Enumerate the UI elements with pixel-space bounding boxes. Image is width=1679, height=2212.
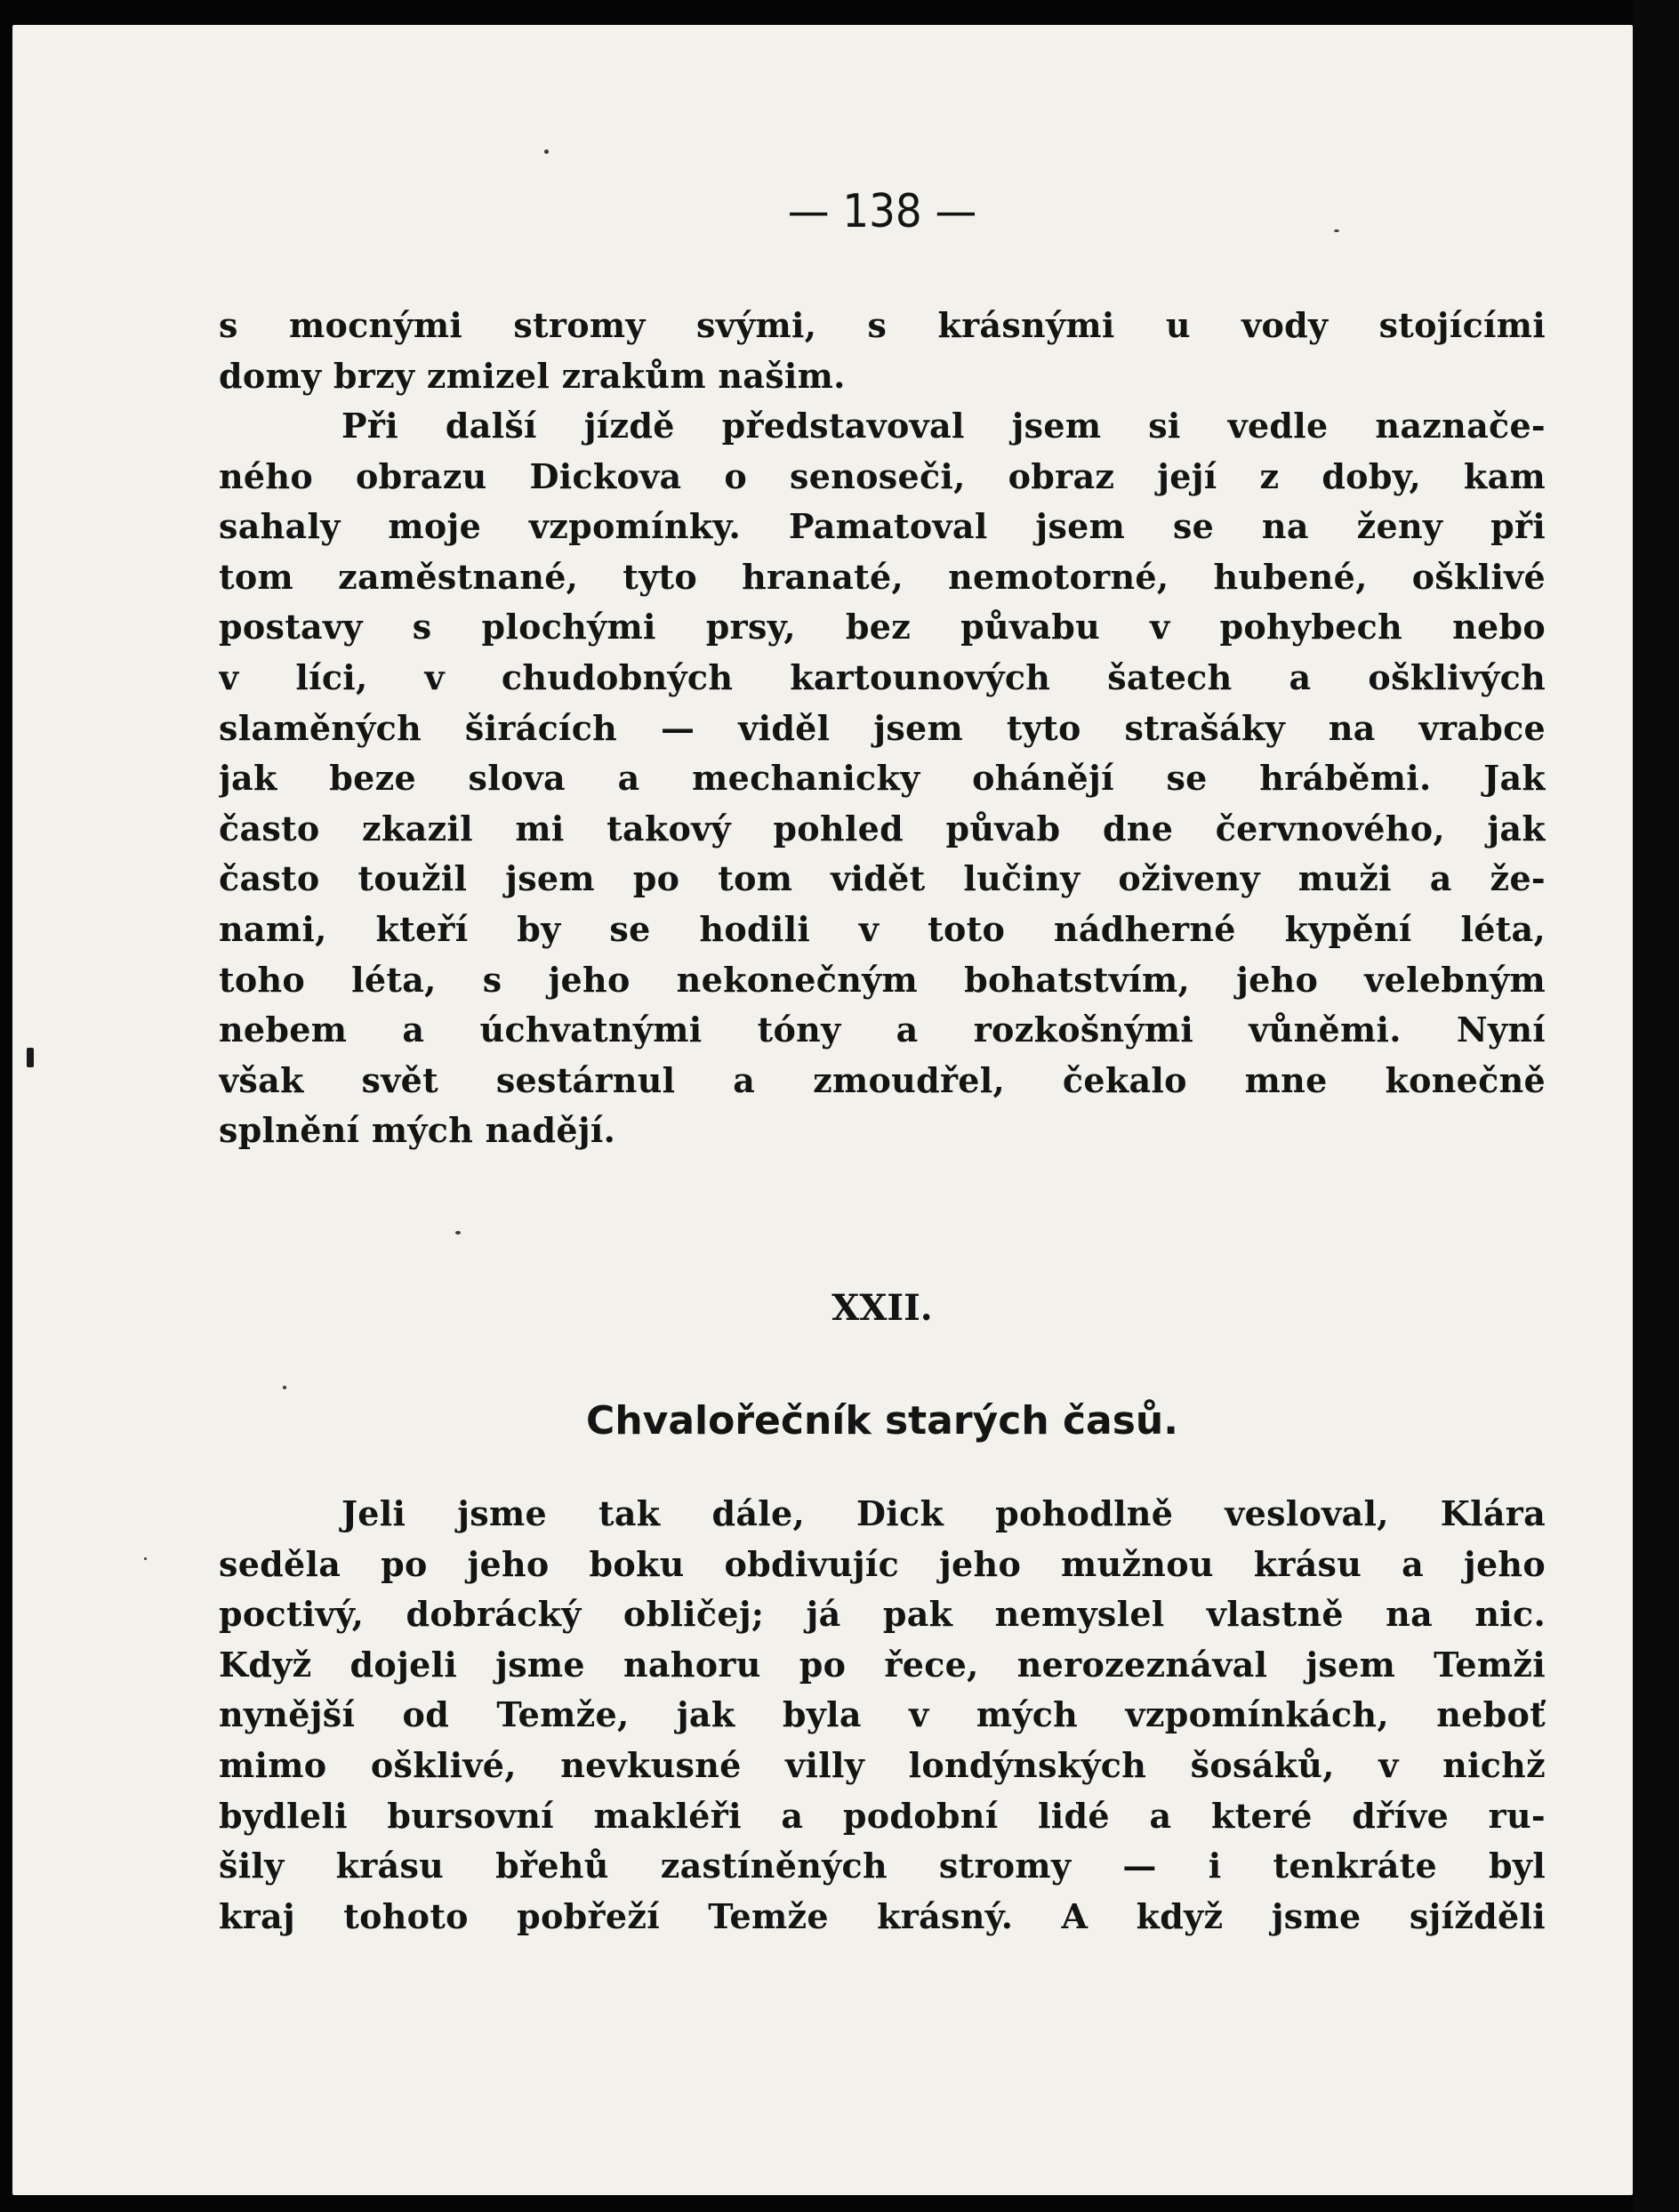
- scan-speck: [283, 1386, 286, 1389]
- paragraph-recollection: [219, 401, 1546, 1156]
- text-line: často zkazil mi takový pohled půvab dne červnového, jak: [219, 808, 1546, 849]
- text-line: často toužil jsem po tom vidět lučiny oživeny muži a že-: [219, 858, 1546, 899]
- text-line: jak beze slova a mechanicky ohánějí se hráběmi. Jak: [219, 758, 1546, 799]
- text-line: poctivý, dobrácký obličej; já pak nemyslel vlastně na nic.: [219, 1594, 1546, 1635]
- text-line: v líci, v chudobných kartounových šatech a ošklivých: [219, 656, 1546, 697]
- paragraph-chapter-opening: [219, 1489, 1546, 1942]
- scan-speck: [27, 1048, 34, 1067]
- text-line: toho léta, s jeho nekonečným bohatstvím, jeho velebným: [219, 959, 1546, 1000]
- scan-speck: [1334, 229, 1339, 232]
- text-line: bydleli bursovní makléři a podobní lidé a které dříve ru-: [219, 1795, 1546, 1836]
- text-line: Při další jízdě představoval jsem si vedle naznače-: [341, 406, 1546, 446]
- text-line: seděla po jeho boku obdivujíc jeho mužnou krásu a jeho: [219, 1543, 1546, 1584]
- text-line: domy brzy zmizel zrakům našim.: [219, 355, 846, 396]
- text-line: slaměných širácích — viděl jsem tyto strašáky na vrabce: [219, 707, 1546, 748]
- text-line: Když dojeli jsme nahoru po řece, nerozeznával jsem Temži: [219, 1644, 1546, 1685]
- paragraph-continuation: [219, 301, 1546, 401]
- text-line: tom zaměstnané, tyto hranaté, nemotorné, hubené, ošklivé: [219, 556, 1546, 597]
- text-line: mimo ošklivé, nevkusné villy londýnských šosáků, v nichž: [219, 1744, 1546, 1785]
- book-spine-edge: [1633, 0, 1679, 2212]
- scan-speck: [544, 149, 549, 154]
- text-line: nami, kteří by se hodili v toto nádherné kypění léta,: [219, 908, 1546, 949]
- text-line: nynější od Temže, jak byla v mých vzpomínkách, neboť: [219, 1694, 1546, 1735]
- text-line: šily krásu břehů zastíněných stromy — i tenkráte byl: [219, 1846, 1546, 1886]
- text-line: Jeli jsme tak dále, Dick pohodlně vesloval, Klára: [341, 1493, 1546, 1533]
- chapter-number: XXII.: [831, 1287, 933, 1329]
- text-line: splnění mých nadějí.: [219, 1110, 616, 1151]
- text-line: sahaly moje vzpomínky. Pamatoval jsem se na ženy při: [219, 506, 1546, 547]
- text-line: nebem a úchvatnými tóny a rozkošnými vůněmi. Nyní: [219, 1009, 1546, 1050]
- paper-sheet: [12, 25, 1633, 2195]
- chapter-title: Chvalořečník starých časů.: [586, 1398, 1178, 1444]
- text-line: postavy s plochými prsy, bez půvabu v pohybech nebo: [219, 607, 1546, 648]
- page-number: — 138 —: [787, 185, 977, 238]
- scan-speck: [455, 1231, 461, 1235]
- text-line: ného obrazu Dickova o senoseči, obraz její z doby, kam: [219, 455, 1546, 496]
- text-line: však svět sestárnul a zmoudřel, čekalo mne konečně: [219, 1059, 1546, 1100]
- text-line: kraj tohoto pobřeží Temže krásný. A když jsme sjížděli: [219, 1895, 1546, 1936]
- scan-speck: [144, 1557, 147, 1560]
- text-line: s mocnými stromy svými, s krásnými u vody stojícími: [219, 305, 1546, 345]
